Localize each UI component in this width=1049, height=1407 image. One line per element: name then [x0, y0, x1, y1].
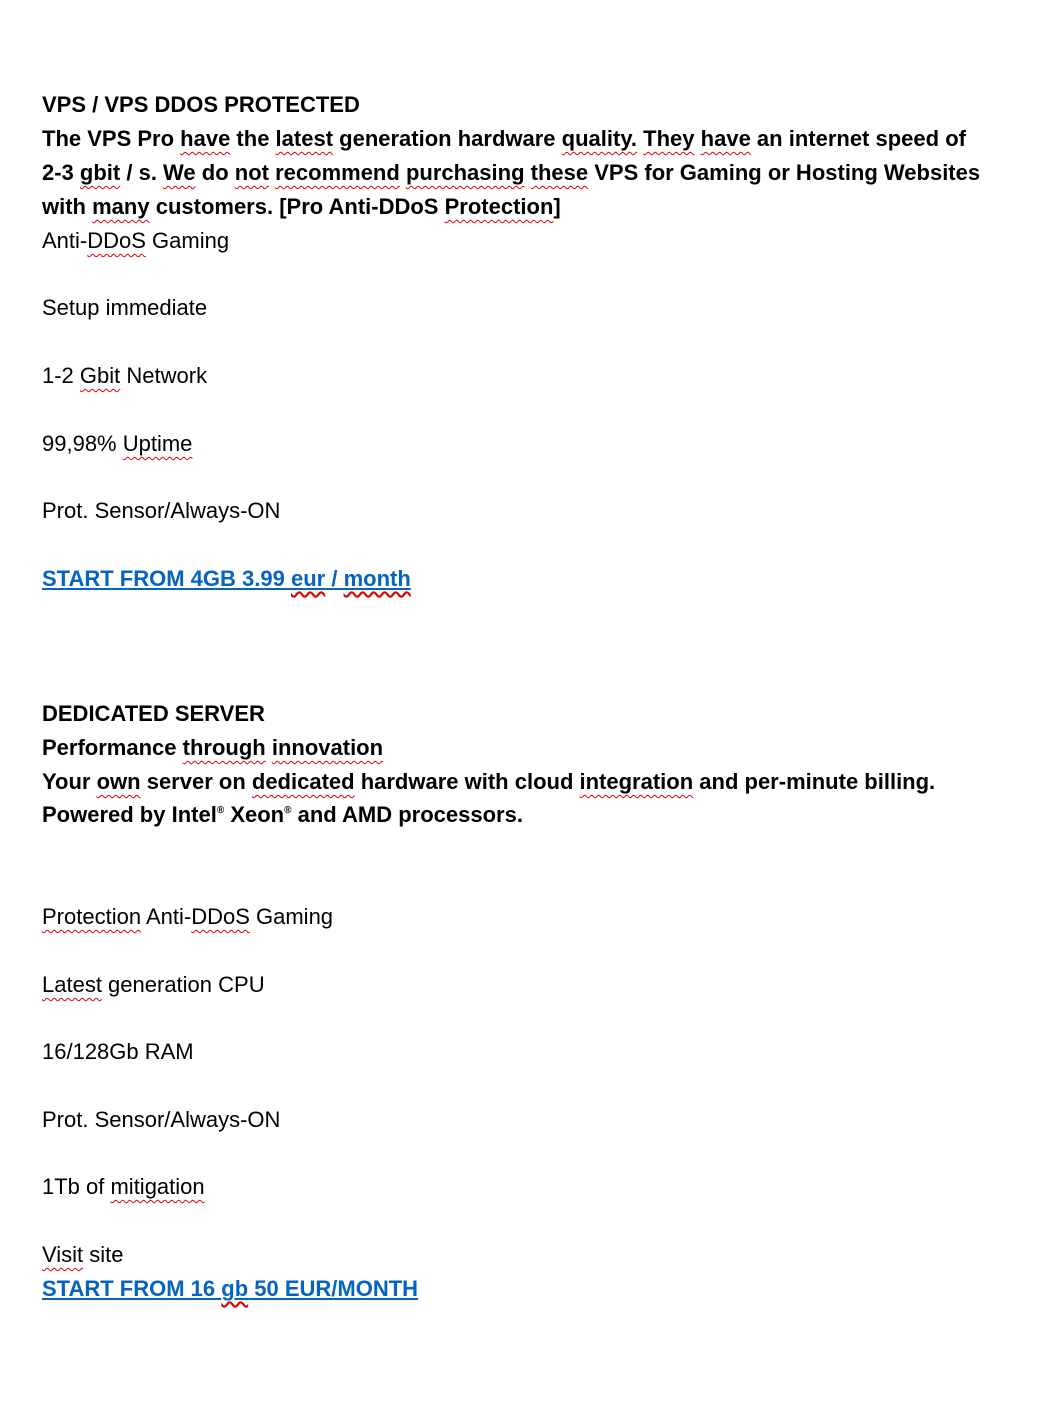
- text-run: 50 EUR/MONTH: [248, 1276, 419, 1301]
- misspelled-word: not: [234, 160, 269, 185]
- vps-heading-text: VPS / VPS DDOS PROTECTED: [42, 92, 360, 117]
- text-run: Setup immediate: [42, 295, 208, 320]
- text-run: START FROM 16: [42, 1276, 222, 1301]
- text-run: and AMD processors.: [291, 802, 523, 827]
- vps-start-link-line: [42, 562, 411, 596]
- misspelled-word: Uptime: [122, 431, 193, 456]
- text-run: Your: [42, 769, 97, 794]
- dedicated-description-line-2: [42, 798, 523, 832]
- text-run: hardware with cloud: [354, 769, 580, 794]
- dedicated-feature-protection: [42, 900, 333, 934]
- dedicated-feature-sensor: [42, 1103, 280, 1137]
- misspelled-word: integration: [579, 769, 694, 794]
- vps-description-line-1: [42, 122, 966, 156]
- misspelled-word: own: [96, 769, 141, 794]
- vps-feature-setup: [42, 291, 207, 325]
- misspelled-word: Latest: [42, 972, 102, 997]
- vps-heading: [42, 88, 360, 122]
- vps-feature-anti-ddos: [42, 224, 229, 258]
- misspelled-word: Gbit: [79, 363, 121, 388]
- misspelled-word: Protection: [444, 194, 554, 219]
- text-run: site: [83, 1242, 124, 1267]
- text-run: Performance: [42, 735, 183, 760]
- misspelled-word: Visit: [42, 1242, 84, 1267]
- misspelled-word: mitigation: [110, 1174, 205, 1199]
- misspelled-word: We: [163, 160, 196, 185]
- text-run: The VPS Pro: [42, 126, 181, 151]
- misspelled-word: latest: [275, 126, 334, 151]
- misspelled-word: dedicated: [251, 769, 355, 794]
- text-run: /: [325, 566, 344, 591]
- misspelled-word: purchasing: [405, 160, 525, 185]
- misspelled-word: recommend: [275, 160, 400, 185]
- dedicated-feature-mitigation: [42, 1170, 205, 1204]
- text-run: Prot. Sensor/Always-ON: [42, 498, 281, 523]
- dedicated-heading-text: DEDICATED SERVER: [42, 701, 265, 726]
- text-run: with: [42, 194, 93, 219]
- text-run: server on: [140, 769, 252, 794]
- vps-description-line-2: [42, 156, 980, 190]
- misspelled-word: these: [530, 160, 589, 185]
- misspelled-word: gbit: [79, 160, 121, 185]
- dedicated-start-link-line: [42, 1272, 418, 1306]
- text-run: START FROM 4GB 3.99: [42, 566, 291, 591]
- dedicated-visit-site: [42, 1238, 124, 1272]
- misspelled-word: month: [343, 566, 411, 591]
- vps-feature-network: [42, 359, 207, 393]
- text-run: 1-2: [42, 363, 80, 388]
- text-run: the: [230, 126, 276, 151]
- text-run: 1Tb of: [42, 1174, 111, 1199]
- text-run: an internet speed of: [750, 126, 966, 151]
- text-run: Network: [120, 363, 208, 388]
- text-run: VPS for Gaming or Hosting Websites: [588, 160, 981, 185]
- vps-feature-uptime: [42, 427, 192, 461]
- dedicated-feature-ram: [42, 1035, 194, 1069]
- text-run: Powered by Intel: [42, 802, 217, 827]
- registered-mark: ®: [284, 805, 292, 816]
- misspelled-word: gb: [221, 1276, 249, 1301]
- dedicated-tagline: [42, 731, 383, 765]
- text-run: Anti-: [141, 904, 192, 929]
- text-run: customers. [Pro Anti-DDoS: [149, 194, 445, 219]
- misspelled-word: innovation: [271, 735, 384, 760]
- text-run: Gaming: [145, 228, 230, 253]
- misspelled-word: many: [92, 194, 150, 219]
- misspelled-word: have: [700, 126, 751, 151]
- text-run: / s.: [120, 160, 164, 185]
- text-run: Prot. Sensor/Always-ON: [42, 1107, 281, 1132]
- misspelled-word: They: [643, 126, 695, 151]
- text-run: Xeon: [224, 802, 285, 827]
- misspelled-word: DDoS: [87, 228, 146, 253]
- misspelled-word: eur: [290, 566, 326, 591]
- misspelled-word: Protection: [42, 904, 142, 929]
- registered-mark: ®: [216, 805, 225, 816]
- dedicated-heading: [42, 697, 265, 731]
- text-run: generation CPU: [101, 972, 265, 997]
- dedicated-feature-cpu: [42, 968, 265, 1002]
- text-run: generation hardware: [333, 126, 562, 151]
- text-run: do: [195, 160, 235, 185]
- misspelled-word: quality.: [561, 126, 638, 151]
- text-run: 2-3: [42, 160, 80, 185]
- text-run: 99,98%: [42, 431, 123, 456]
- vps-description-line-3: [42, 190, 561, 224]
- vps-feature-sensor: [42, 494, 280, 528]
- text-run: 16/128Gb RAM: [42, 1039, 194, 1064]
- text-run: ]: [553, 194, 561, 219]
- vps-start-link[interactable]: [42, 566, 411, 591]
- text-run: Anti-: [42, 228, 88, 253]
- misspelled-word: DDoS: [191, 904, 250, 929]
- misspelled-word: have: [180, 126, 231, 151]
- text-run: and per-minute billing.: [693, 769, 936, 794]
- dedicated-start-link[interactable]: [42, 1276, 418, 1301]
- text-run: Gaming: [249, 904, 334, 929]
- dedicated-description-line-1: [42, 765, 935, 799]
- misspelled-word: through: [182, 735, 266, 760]
